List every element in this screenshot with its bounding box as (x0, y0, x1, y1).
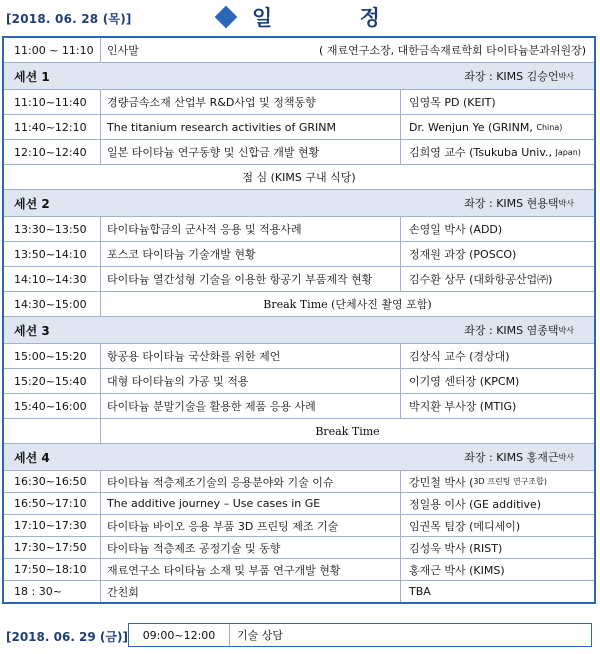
topic-cell: 타이타늄합금의 군사적 응용 및 적용사례 (101, 217, 401, 241)
speaker-cell: 정재원 과장 (POSCO) (409, 248, 517, 261)
break-cell: Break Time (단체사진 촬영 포함) (263, 298, 432, 311)
lunch-cell: 점 심 (KIMS 구내 식당) (242, 171, 356, 184)
speaker-cell: TBA (409, 585, 431, 598)
topic-cell: 타이타늄 바이오 응용 부품 3D 프린팅 제조 기술 (101, 515, 401, 536)
speaker-cell: 임권목 팀장 (메디세이) (409, 519, 521, 533)
speaker-cell: 임영목 PD (KEIT) (409, 96, 496, 109)
speaker-cell: 정일용 이사 (GE additive) (409, 497, 542, 511)
time-cell: 11:00 ~ 11:10 (4, 38, 101, 62)
time-cell: 13:50~14:10 (4, 242, 101, 266)
time-cell: 17:50~18:10 (4, 559, 101, 580)
opening-cell (101, 38, 594, 62)
time-cell: 09:00~12:00 (129, 624, 230, 646)
time-cell: 12:10~12:40 (4, 140, 101, 164)
speaker-cell: 손영일 박사 (ADD) (409, 223, 503, 236)
table-row (4, 115, 594, 140)
time-cell: 15:40~16:00 (4, 394, 101, 418)
day2-date: [2018. 06. 29 (금)] (6, 630, 128, 644)
session-chair: 좌장 : KIMS 김승언 박사 (464, 70, 574, 83)
session-name: 세션 1 (14, 69, 50, 84)
page-title: 일 정 (252, 6, 420, 30)
time-cell: 16:50~17:10 (4, 493, 101, 514)
time-cell: 11:10~11:40 (4, 90, 101, 114)
lunch-row (4, 165, 594, 190)
speaker-cell: 김성욱 박사 (RIST) (409, 541, 503, 555)
schedule-table (2, 36, 596, 604)
session-name: 세션 3 (14, 323, 50, 338)
time-cell: 17:10~17:30 (4, 515, 101, 536)
time-cell: 11:40~12:10 (4, 115, 101, 139)
opening-speaker: ( 재료연구소장, 대한금속재료학회 타이타늄분과위원장) (319, 44, 586, 57)
topic-cell: 간친회 (101, 581, 401, 602)
break-row (4, 292, 594, 317)
speaker-cell: 김상식 교수 (경상대) (409, 350, 510, 363)
speaker-cell: 홍재근 박사 (KIMS) (409, 563, 505, 577)
topic-cell: 포스코 타이타늄 기술개발 현황 (101, 242, 401, 266)
session-2-header (4, 190, 594, 217)
session-chair: 좌장 : KIMS 홍재근 박사 (464, 451, 574, 464)
time-cell: 18 : 30~ (4, 581, 101, 602)
topic-cell: 타이타늄 적층제조기술의 응용분야와 기술 이슈 (101, 471, 401, 492)
table-row (4, 369, 594, 394)
table-row (4, 140, 594, 165)
table-row (4, 394, 594, 419)
topic-cell: 타이타늄 적층제조 공정기술 및 동향 (101, 537, 401, 558)
topic-cell: 타이타늄 열간성형 기술을 이용한 항공기 부품제작 현황 (101, 267, 401, 291)
opening-row (4, 38, 594, 63)
time-cell: 13:30~13:50 (4, 217, 101, 241)
table-row (4, 267, 594, 292)
session-name: 세션 2 (14, 196, 50, 211)
table-row (4, 242, 594, 267)
day2-table (128, 623, 592, 647)
opening-title: 인사말 (107, 44, 139, 57)
speaker-cell: 강민철 박사 ( 3D 프린팅 연구조합) (409, 475, 547, 489)
time-cell: 14:30~15:00 (4, 292, 101, 316)
topic-cell: 대형 타이타늄의 가공 및 적용 (101, 369, 401, 393)
table-row (4, 559, 594, 581)
time-cell: 17:30~17:50 (4, 537, 101, 558)
table-row (4, 90, 594, 115)
time-cell: 15:00~15:20 (4, 344, 101, 368)
break-cell: Break Time (315, 424, 380, 438)
table-row (4, 537, 594, 559)
time-cell: 14:10~14:30 (4, 267, 101, 291)
table-row (4, 217, 594, 242)
session-1-header (4, 63, 594, 90)
break-row (4, 419, 594, 444)
speaker-cell: Dr. Wenjun Ye (GRINM, China) (409, 120, 563, 134)
table-row (4, 493, 594, 515)
speaker-cell: 김수환 상무 (대화항공산업㈜) (409, 273, 553, 286)
table-row (4, 471, 594, 493)
topic-cell: 경량금속소재 산업부 R&D사업 및 정책동향 (101, 90, 401, 114)
schedule-heading (212, 2, 420, 32)
session-4-header (4, 444, 594, 471)
session-3-header (4, 317, 594, 344)
topic-cell: 항공용 타이타늄 국산화를 위한 제언 (101, 344, 401, 368)
table-row (4, 581, 594, 602)
time-cell: 15:20~15:40 (4, 369, 101, 393)
diamond-icon (215, 6, 238, 29)
time-cell (4, 419, 101, 443)
table-row (4, 344, 594, 369)
time-cell: 16:30~16:50 (4, 471, 101, 492)
topic-cell: The additive journey – Use cases in GE (101, 493, 401, 514)
topic-cell: 기술 상담 (237, 629, 284, 642)
day1-date: [2018. 06. 28 (목)] (6, 12, 132, 26)
speaker-cell: 이기영 센터장 (KPCM) (409, 375, 520, 388)
table-row (4, 515, 594, 537)
topic-cell: 일본 타이타늄 연구동향 및 신합금 개발 현황 (101, 140, 401, 164)
session-name: 세션 4 (14, 450, 50, 465)
session-chair: 좌장 : KIMS 염종택 박사 (464, 324, 574, 337)
topic-cell: 타이타늄 분말기술을 활용한 제품 응용 사례 (101, 394, 401, 418)
topic-cell: 재료연구소 타이타늄 소재 및 부품 연구개발 현황 (101, 559, 401, 580)
topic-cell: The titanium research activities of GRINM (101, 115, 401, 139)
session-chair: 좌장 : KIMS 현용택 박사 (464, 197, 574, 210)
speaker-cell: 박지환 부사장 (MTIG) (409, 400, 517, 413)
speaker-cell: 김희영 교수 (Tsukuba Univ., Japan) (409, 146, 581, 159)
